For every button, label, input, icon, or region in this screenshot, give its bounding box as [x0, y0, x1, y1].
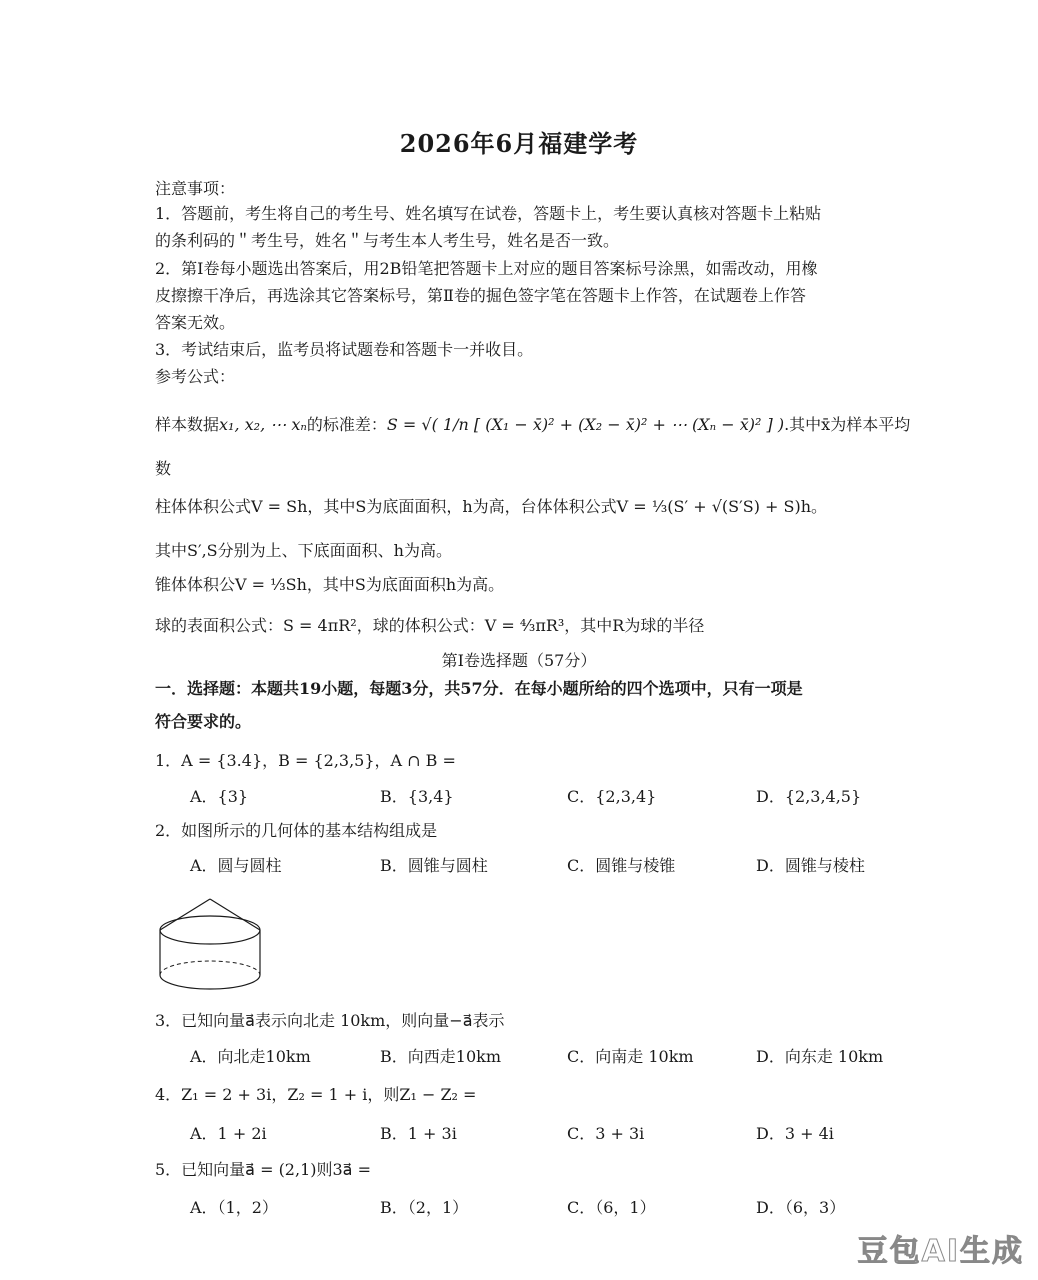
question-3-option-c[interactable]: C．向南走 10km: [567, 1047, 694, 1066]
stddev-mid: 的标准差：: [306, 415, 387, 434]
question-3-option-b[interactable]: B．向西走10km: [380, 1047, 501, 1066]
question-5-option-b[interactable]: B．（2，1）: [380, 1198, 469, 1217]
sphere-formula: 球的表面积公式：S = 4πR²，球的体积公式：V = ⁴⁄₃πR³，其中R为球的半径: [155, 616, 705, 635]
notice-item-3: 3．考试结束后，监考员将试题卷和答题卡一并收目。: [155, 340, 534, 359]
question-5-stem: 5．已知向量a⃗ = (2,1)则3a⃗ =: [155, 1160, 371, 1179]
stddev-prefix: 样本数据: [155, 415, 220, 434]
notice-heading: 注意事项：: [155, 179, 236, 198]
question-1-option-a[interactable]: A．{3}: [190, 787, 249, 806]
notice-item-1-line-1: 1．答题前，考生将自己的考生号、姓名填写在试卷，答题卡上，考生要认真核对答题卡上粘贴: [155, 204, 822, 223]
question-1-stem: 1．A = {3.4}，B = {2,3,5}，A ∩ B =: [155, 751, 456, 770]
cone-volume-formula: 锥体体积公V = ⅓Sh，其中S为底面面积h为高。: [155, 575, 505, 594]
notice-item-2-line-1: 2．第Ⅰ卷每小题选出答案后，用2B铅笔把答题卡上对应的题目答案标号涂黑，如需改动，用橡: [155, 259, 818, 278]
stddev-formula: [155, 412, 910, 435]
watermark: 豆包AI生成: [857, 1234, 1024, 1269]
notice-item-1-line-2: 的条利码的＂考生号，姓名＂与考生本人考生号，姓名是否一致。: [155, 231, 620, 250]
part1-heading-line-1: 一．选择题：本题共19小题，每题3分，共57分．在每小题所给的四个选项中，只有一项是: [155, 679, 803, 698]
question-2-option-b[interactable]: B．圆锥与圆柱: [380, 856, 488, 875]
question-2-option-a[interactable]: A．圆与圆柱: [190, 856, 282, 875]
question-4-option-a[interactable]: A．1 + 2i: [190, 1124, 267, 1143]
question-4-stem: 4．Z₁ = 2 + 3i，Z₂ = 1 + i，则Z₁ − Z₂ =: [155, 1085, 477, 1104]
stddev-wrap: 数: [155, 459, 172, 478]
question-4-option-d[interactable]: D．3 + 4i: [756, 1124, 834, 1143]
question-4-option-c[interactable]: C．3 + 3i: [567, 1124, 645, 1143]
stddev-suffix: .其中x̄为样本平均: [784, 415, 911, 434]
question-1-option-d[interactable]: D．{2,3,4,5}: [756, 787, 862, 806]
question-2-option-c[interactable]: C．圆锥与棱锥: [567, 856, 676, 875]
stddev-expression: S = √( 1/n [ (X₁ − x̄)² + (X₂ − x̄)² + ⋯ (Xₙ − x̄)² ] ): [386, 415, 785, 434]
question-3-option-a[interactable]: A．向北走10km: [190, 1047, 311, 1066]
notice-item-2-line-3: 答案无效。: [155, 313, 236, 332]
formulas-heading: 参考公式：: [155, 367, 236, 386]
question-2-option-d[interactable]: D．圆锥与棱柱: [756, 856, 865, 875]
cone-cylinder-figure: [158, 895, 262, 991]
page-title: 2026年6月福建学考: [399, 129, 639, 158]
question-5-option-d[interactable]: D．（6，3）: [756, 1198, 846, 1217]
part1-heading-line-2: 符合要求的。: [155, 712, 252, 731]
stddev-vars: x₁, x₂, ⋯ xₙ: [219, 415, 307, 434]
question-1-option-b[interactable]: B．{3,4}: [380, 787, 454, 806]
question-4-option-b[interactable]: B．1 + 3i: [380, 1124, 457, 1143]
notice-item-2-line-2: 皮擦擦干净后，再选涂其它答案标号，第Ⅱ卷的掘色签字笔在答题卡上作答，在试题卷上作答: [155, 286, 806, 305]
question-5-option-a[interactable]: A．（1，2）: [190, 1198, 278, 1217]
frustum-note: 其中S′,S分别为上、下底面面积、h为高。: [155, 541, 452, 560]
question-3-stem: 3．已知向量a⃗表示向北走 10km，则向量−a⃗表示: [155, 1011, 505, 1030]
question-1-option-c[interactable]: C．{2,3,4}: [567, 787, 657, 806]
question-3-option-d[interactable]: D．向东走 10km: [756, 1047, 884, 1066]
question-2-stem: 2．如图所示的几何体的基本结构组成是: [155, 821, 438, 840]
section-title: 第Ⅰ卷选择题（57分）: [441, 651, 597, 670]
prism-volume-formula: 柱体体积公式V = Sh，其中S为底面面积，h为高，台体体积公式V = ⅓(S′ + √(S′S) + S)h。: [155, 497, 828, 516]
question-5-option-c[interactable]: C．（6，1）: [567, 1198, 656, 1217]
